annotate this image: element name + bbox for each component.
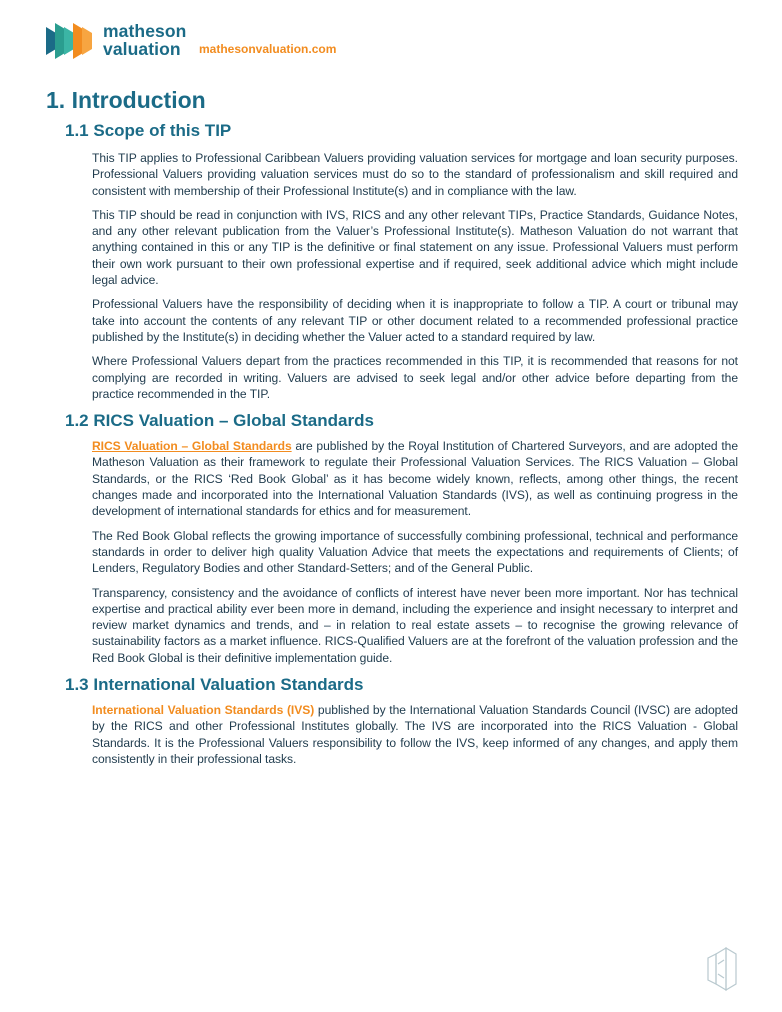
website-link[interactable]: mathesonvaluation.com [199, 42, 337, 56]
section-heading: 1.2 RICS Valuation – Global Standards [65, 411, 374, 431]
brand-line1: matheson [103, 21, 187, 41]
brand-line2: valuation [103, 39, 181, 59]
paragraph-text: published by the International Valuation Standards Council (IVSC) are adopted by the RICS and other Professional Institutes globally. The IVS are incorporated into the RICS Valuation - Global Standards. It is the Professional Valuers responsibility to follow the IVS, keep informed of any changes, and apply them consistently in their professional tasks. [92, 703, 738, 766]
matheson-logo-icon [46, 23, 96, 59]
ivs-link[interactable]: International Valuation Standards (IVS) [92, 703, 315, 718]
paragraph-text: are published by the Royal Institution of Chartered Surveyors, and are adopted the Matheson Valuation as their framework to regulate their Professional Valuation Services. The RICS Valuation – Global Standards, or the RICS ‘Red Book Global’ as it has become widely known, reflects, among other things, the recent changes made and incorporated into the International Valuation Standards (IVS), as well as continuing progress in the development of international standards for ethics and for measurement. [92, 439, 738, 519]
paragraph: The Red Book Global reflects the growing importance of successfully combining professional, technical and performance standards in order to deliver high quality Valuation Advice that meets the expectations and requirements of Clients; of Lenders, Regulatory Bodies and other Standard-Setters; and of the General Public. [92, 528, 738, 576]
paragraph [92, 438, 738, 519]
paragraph: This TIP should be read in conjunction with IVS, RICS and any other relevant TIPs, Practice Standards, Guidance Notes, and any other relevant publication from the Valuer’s Professional Institute(s). Matheson Valuation do not warrant that anything contained in this or any TIP is the definitive or final statement on any issue. Professional Valuers must perform their own work pursuant to their own professional expertise and if required, seek additional advice which might include legal advice. [92, 207, 738, 288]
section-rics [46, 410, 738, 666]
section-scope [46, 120, 738, 402]
paragraph: Where Professional Valuers depart from the practices recommended in this TIP, it is recommended that reasons for not complying are recorded in writing. Valuers are advised to seek legal and/or other advice before departing from the practice recommended in the TIP. [92, 354, 738, 401]
paragraph: Professional Valuers have the responsibility of deciding when it is inappropriate to follow a TIP. A court or tribunal may take into account the contents of any relevant TIP or other document related to a recommended professional practice published by the Institute(s) in deciding whether the Valuer acted to a standard required by law. [92, 297, 738, 344]
page-corner-logo-icon [706, 944, 738, 994]
paragraph [92, 702, 738, 767]
section-heading: 1.1 Scope of this TIP [65, 121, 232, 140]
paragraph: Transparency, consistency and the avoidance of conflicts of interest have never been more important. Nor has technical expertise and practical ability ever been more in demand, including the experience and insight necessary to interpret and review market dynamics and trends, and – in relation to real estate assets – to recognise the growing relevance of sustainability factors as a market influence. RICS-Qualified Valuers are at the forefront of the valuation profession and the Red Book Global is their definitive implementation guide. [92, 585, 738, 665]
page-title: 1. Introduction [46, 87, 206, 113]
rics-standards-link[interactable]: RICS Valuation – Global Standards [92, 439, 292, 454]
section-heading: 1.3 International Valuation Standards [65, 675, 364, 695]
document-body [46, 84, 738, 775]
brand-name [103, 22, 186, 58]
section-ivs [46, 674, 738, 767]
paragraph: This TIP applies to Professional Caribbean Valuers providing valuation services for mortgage and loan security purposes. Professional Valuers providing valuation services must do so to the standard of professionalism and skill required and consistent with membership of their Professional Institute(s) and in compliance with the law. [92, 151, 738, 198]
